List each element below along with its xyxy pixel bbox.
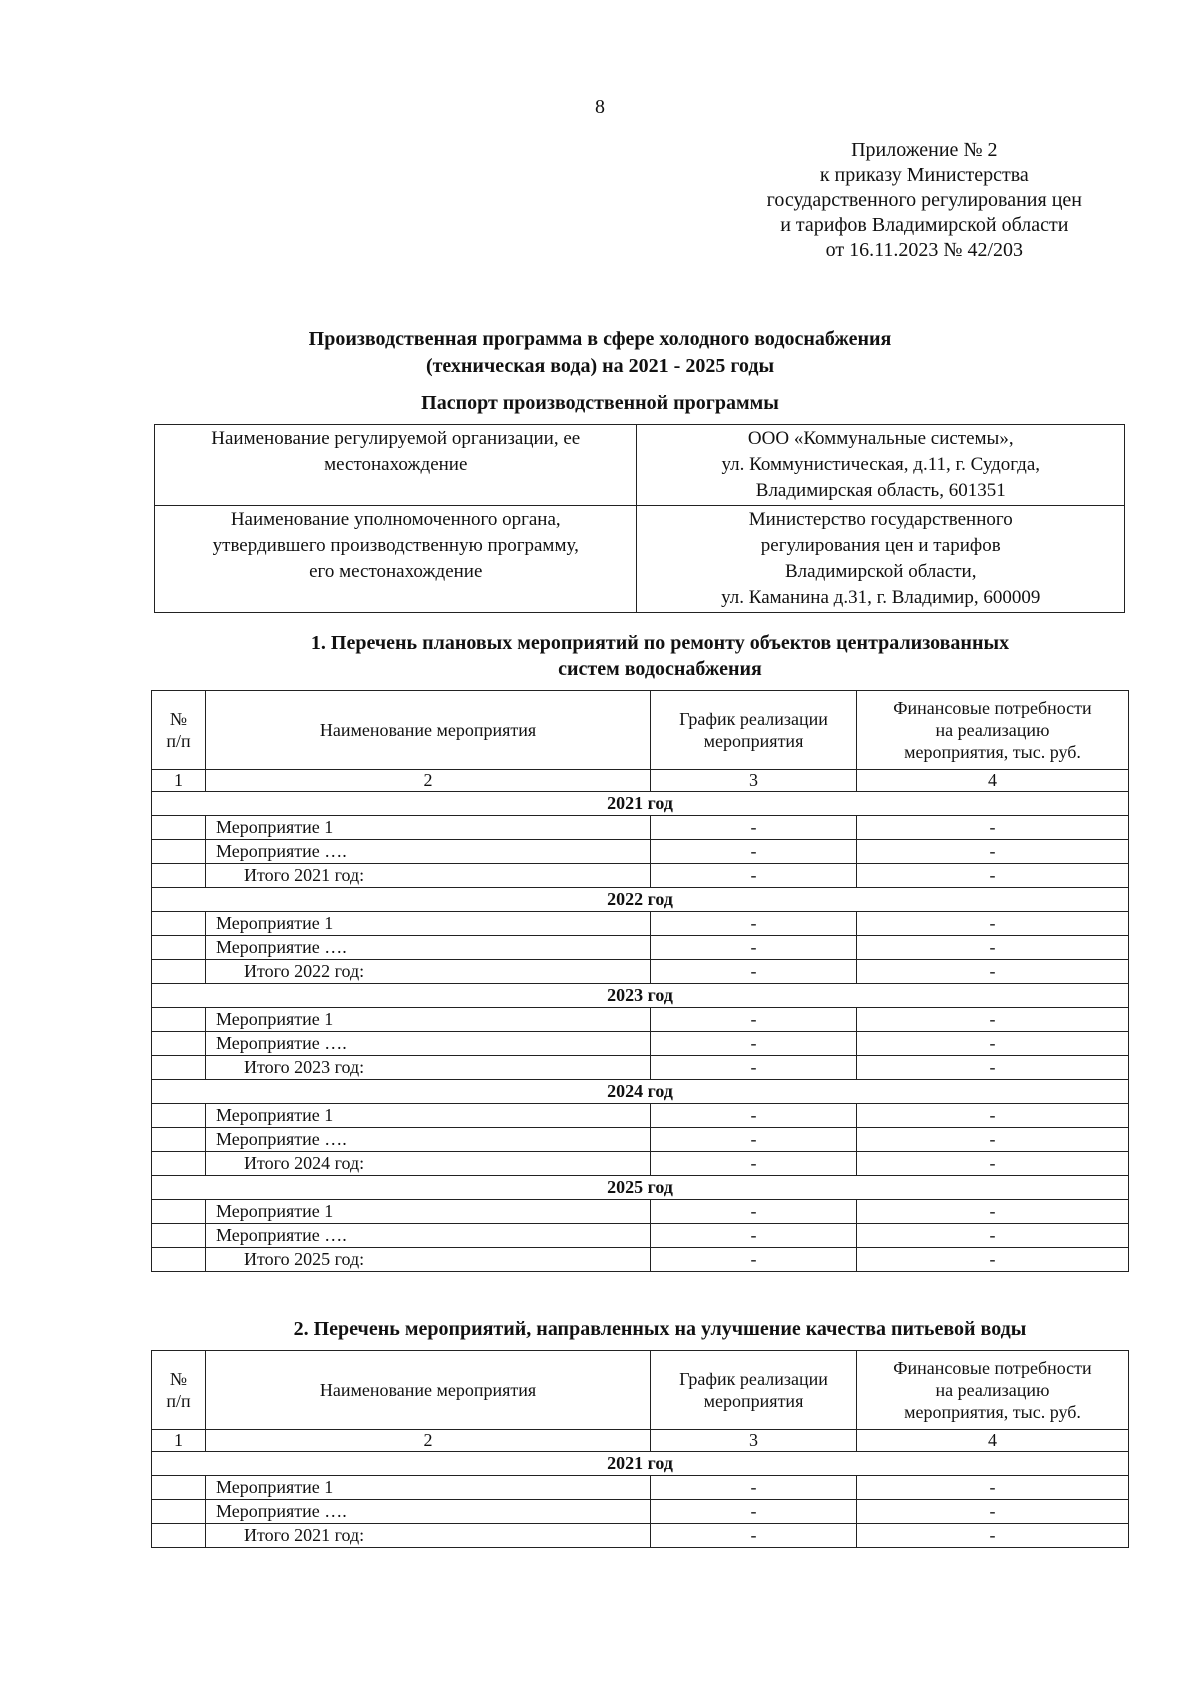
event-schedule: - bbox=[651, 1008, 857, 1032]
document-title-line: Производственная программа в сфере холодного водоснабжения bbox=[308, 328, 892, 350]
year-label: 2021 год bbox=[152, 792, 1129, 816]
year-label: 2022 год bbox=[152, 888, 1129, 912]
text-line: ул. Каманина д.31, г. Владимир, 600009 bbox=[721, 587, 1041, 608]
text-line: Финансовые потребности bbox=[893, 698, 1092, 718]
event-name: Мероприятие 1 bbox=[206, 816, 651, 840]
header-schedule bbox=[651, 1351, 857, 1430]
header-name: Наименование мероприятия bbox=[206, 1351, 651, 1430]
table-row bbox=[152, 840, 1129, 864]
event-finance: - bbox=[857, 1200, 1129, 1224]
table-row bbox=[152, 1128, 1129, 1152]
passport-value bbox=[637, 425, 1125, 506]
year-label: 2021 год bbox=[152, 1452, 1129, 1476]
num-cell bbox=[152, 1152, 206, 1176]
year-row bbox=[152, 984, 1129, 1008]
passport-row bbox=[155, 425, 1125, 506]
year-label: 2025 год bbox=[152, 1176, 1129, 1200]
event-finance: - bbox=[857, 1476, 1129, 1500]
table-row bbox=[152, 1104, 1129, 1128]
event-name: Мероприятие …. bbox=[206, 1500, 651, 1524]
event-finance: - bbox=[857, 816, 1129, 840]
total-finance: - bbox=[857, 1056, 1129, 1080]
year-label: 2024 год bbox=[152, 1080, 1129, 1104]
num-cell bbox=[152, 936, 206, 960]
text-line: на реализацию bbox=[935, 720, 1050, 740]
event-schedule: - bbox=[651, 1104, 857, 1128]
table-row bbox=[152, 1032, 1129, 1056]
column-number: 2 bbox=[206, 1430, 651, 1452]
total-schedule: - bbox=[651, 864, 857, 888]
passport-label bbox=[155, 425, 637, 506]
table-row bbox=[152, 912, 1129, 936]
section-1-title bbox=[60, 630, 1200, 682]
text-line: местонахождение bbox=[324, 454, 468, 475]
num-cell bbox=[152, 1248, 206, 1272]
text-line: на реализацию bbox=[935, 1380, 1050, 1400]
total-finance: - bbox=[857, 1152, 1129, 1176]
event-schedule: - bbox=[651, 912, 857, 936]
annex-line: от 16.11.2023 № 42/203 bbox=[825, 239, 1023, 261]
total-schedule: - bbox=[651, 1524, 857, 1548]
document-title bbox=[0, 326, 1200, 380]
text-line: мероприятия bbox=[703, 1391, 804, 1411]
passport-row bbox=[155, 506, 1125, 613]
text-line: утвердившего производственную программу, bbox=[212, 535, 579, 556]
document-title-line: (техническая вода) на 2021 - 2025 годы bbox=[425, 355, 775, 377]
total-schedule: - bbox=[651, 1056, 857, 1080]
num-cell bbox=[152, 1500, 206, 1524]
text-line: № bbox=[169, 709, 188, 729]
table-header-row bbox=[152, 1351, 1129, 1430]
text-line: Наименование регулируемой организации, ее bbox=[211, 428, 581, 449]
event-name: Мероприятие …. bbox=[206, 1128, 651, 1152]
annex-line: к приказу Министерства bbox=[819, 164, 1029, 186]
event-name: Мероприятие 1 bbox=[206, 1008, 651, 1032]
total-schedule: - bbox=[651, 1248, 857, 1272]
table-row bbox=[152, 1200, 1129, 1224]
num-cell bbox=[152, 912, 206, 936]
event-schedule: - bbox=[651, 1224, 857, 1248]
event-name: Мероприятие 1 bbox=[206, 1104, 651, 1128]
event-finance: - bbox=[857, 912, 1129, 936]
event-schedule: - bbox=[651, 1128, 857, 1152]
total-row bbox=[152, 960, 1129, 984]
total-label: Итого 2025 год: bbox=[206, 1248, 651, 1272]
num-cell bbox=[152, 1032, 206, 1056]
event-schedule: - bbox=[651, 816, 857, 840]
total-row bbox=[152, 864, 1129, 888]
header-finance bbox=[857, 691, 1129, 770]
column-number: 4 bbox=[857, 770, 1129, 792]
text-line: мероприятия, тыс. руб. bbox=[904, 1402, 1081, 1422]
passport-label bbox=[155, 506, 637, 613]
annex-block bbox=[767, 138, 1082, 263]
total-label: Итого 2021 год: bbox=[206, 864, 651, 888]
event-schedule: - bbox=[651, 1200, 857, 1224]
event-name: Мероприятие …. bbox=[206, 1032, 651, 1056]
header-num bbox=[152, 1351, 206, 1430]
event-finance: - bbox=[857, 840, 1129, 864]
column-number: 2 bbox=[206, 770, 651, 792]
total-finance: - bbox=[857, 1524, 1129, 1548]
num-cell bbox=[152, 1128, 206, 1152]
year-row bbox=[152, 1452, 1129, 1476]
num-cell bbox=[152, 1224, 206, 1248]
num-cell bbox=[152, 960, 206, 984]
year-row bbox=[152, 1176, 1129, 1200]
text-line: Финансовые потребности bbox=[893, 1358, 1092, 1378]
event-schedule: - bbox=[651, 1476, 857, 1500]
event-schedule: - bbox=[651, 936, 857, 960]
passport-value bbox=[637, 506, 1125, 613]
num-cell bbox=[152, 1200, 206, 1224]
column-number: 1 bbox=[152, 770, 206, 792]
header-name: Наименование мероприятия bbox=[206, 691, 651, 770]
total-row bbox=[152, 1524, 1129, 1548]
header-num bbox=[152, 691, 206, 770]
events-table-2 bbox=[151, 1350, 1129, 1548]
event-finance: - bbox=[857, 1032, 1129, 1056]
total-schedule: - bbox=[651, 1152, 857, 1176]
table-row bbox=[152, 1008, 1129, 1032]
text-line: его местонахождение bbox=[309, 561, 483, 582]
column-number: 1 bbox=[152, 1430, 206, 1452]
event-name: Мероприятие …. bbox=[206, 1224, 651, 1248]
column-numbers-row bbox=[152, 1430, 1129, 1452]
column-number: 3 bbox=[651, 770, 857, 792]
text-line: ООО «Коммунальные системы», bbox=[747, 428, 1014, 449]
text-line: № bbox=[169, 1369, 188, 1389]
text-line: регулирования цен и тарифов bbox=[760, 535, 1001, 556]
text-line: Министерство государственного bbox=[748, 509, 1013, 530]
annex-line: и тарифов Владимирской области bbox=[780, 214, 1069, 236]
event-schedule: - bbox=[651, 1500, 857, 1524]
column-number: 3 bbox=[651, 1430, 857, 1452]
annex-line: Приложение № 2 bbox=[851, 139, 998, 161]
total-row bbox=[152, 1248, 1129, 1272]
event-finance: - bbox=[857, 1500, 1129, 1524]
table-row bbox=[152, 1500, 1129, 1524]
event-name: Мероприятие …. bbox=[206, 936, 651, 960]
table-row bbox=[152, 936, 1129, 960]
total-label: Итого 2021 год: bbox=[206, 1524, 651, 1548]
num-cell bbox=[152, 1104, 206, 1128]
total-finance: - bbox=[857, 1248, 1129, 1272]
passport-title: Паспорт производственной программы bbox=[421, 392, 779, 414]
total-label: Итого 2022 год: bbox=[206, 960, 651, 984]
text-line: График реализации bbox=[679, 709, 828, 729]
event-name: Мероприятие …. bbox=[206, 840, 651, 864]
table-row bbox=[152, 1476, 1129, 1500]
text-line: мероприятия, тыс. руб. bbox=[904, 742, 1081, 762]
header-schedule bbox=[651, 691, 857, 770]
total-finance: - bbox=[857, 960, 1129, 984]
event-name: Мероприятие 1 bbox=[206, 1200, 651, 1224]
text-line: п/п bbox=[166, 1391, 191, 1411]
text-line: График реализации bbox=[679, 1369, 828, 1389]
year-row bbox=[152, 792, 1129, 816]
year-label: 2023 год bbox=[152, 984, 1129, 1008]
num-cell bbox=[152, 840, 206, 864]
event-name: Мероприятие 1 bbox=[206, 1476, 651, 1500]
num-cell bbox=[152, 864, 206, 888]
event-finance: - bbox=[857, 1104, 1129, 1128]
total-row bbox=[152, 1056, 1129, 1080]
total-label: Итого 2024 год: bbox=[206, 1152, 651, 1176]
total-schedule: - bbox=[651, 960, 857, 984]
column-numbers-row bbox=[152, 770, 1129, 792]
column-number: 4 bbox=[857, 1430, 1129, 1452]
event-name: Мероприятие 1 bbox=[206, 912, 651, 936]
annex-line: государственного регулирования цен bbox=[766, 189, 1082, 211]
total-finance: - bbox=[857, 864, 1129, 888]
table-header-row bbox=[152, 691, 1129, 770]
text-line: Владимирской области, bbox=[784, 561, 977, 582]
page-number: 8 bbox=[595, 96, 605, 118]
total-row bbox=[152, 1152, 1129, 1176]
event-finance: - bbox=[857, 936, 1129, 960]
num-cell bbox=[152, 1524, 206, 1548]
num-cell bbox=[152, 1008, 206, 1032]
events-table-1 bbox=[151, 690, 1129, 1272]
text-line: Наименование уполномоченного органа, bbox=[230, 509, 561, 530]
text-line: Владимирская область, 601351 bbox=[755, 480, 1006, 501]
event-finance: - bbox=[857, 1008, 1129, 1032]
section-title-line: 1. Перечень плановых мероприятий по ремонту объектов централизованных bbox=[310, 632, 1010, 654]
text-line: ул. Коммунистическая, д.11, г. Судогда, bbox=[721, 454, 1041, 475]
passport-table bbox=[154, 424, 1125, 613]
total-label: Итого 2023 год: bbox=[206, 1056, 651, 1080]
num-cell bbox=[152, 1476, 206, 1500]
year-row bbox=[152, 1080, 1129, 1104]
table-row bbox=[152, 1224, 1129, 1248]
section-title-line: систем водоснабжения bbox=[558, 658, 762, 680]
event-schedule: - bbox=[651, 840, 857, 864]
section-2-title: 2. Перечень мероприятий, направленных на улучшение качества питьевой воды bbox=[293, 1318, 1027, 1340]
event-schedule: - bbox=[651, 1032, 857, 1056]
event-finance: - bbox=[857, 1224, 1129, 1248]
event-finance: - bbox=[857, 1128, 1129, 1152]
text-line: п/п bbox=[166, 731, 191, 751]
header-finance bbox=[857, 1351, 1129, 1430]
year-row bbox=[152, 888, 1129, 912]
num-cell bbox=[152, 1056, 206, 1080]
table-row bbox=[152, 816, 1129, 840]
text-line: мероприятия bbox=[703, 731, 804, 751]
num-cell bbox=[152, 816, 206, 840]
